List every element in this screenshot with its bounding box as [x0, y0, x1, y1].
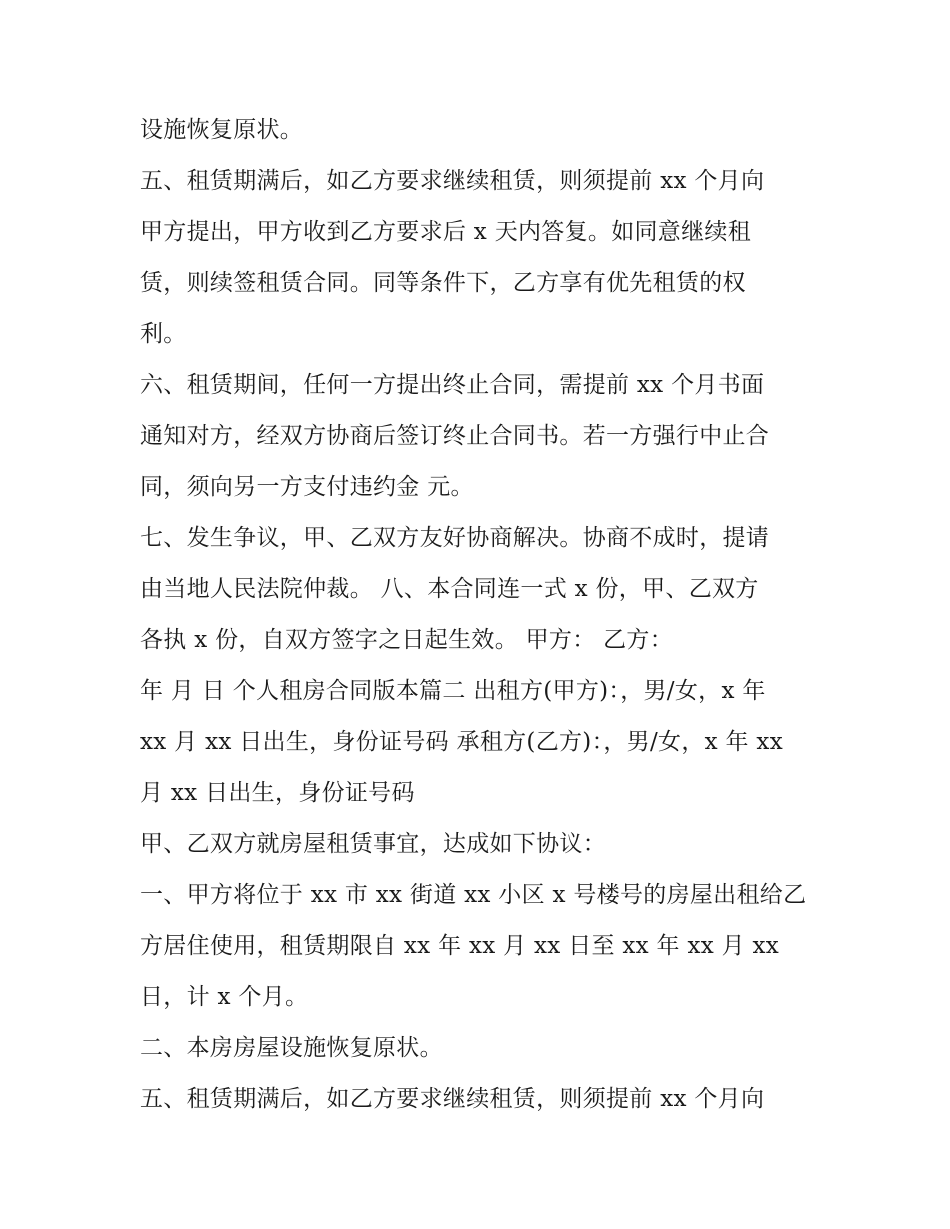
- text-line: 由当地人民法院仲裁。 八、本合同连一式 x 份，甲、乙双方: [140, 576, 759, 602]
- text-line: 一、甲方将位于 xx 市 xx 街道 xx 小区 x 号楼号的房屋出租给乙: [140, 882, 807, 908]
- text-line: 月 xx 日出生，身份证号码: [140, 780, 415, 806]
- text-line: 五、租赁期满后，如乙方要求继续租赁，则须提前 xx 个月向: [140, 1086, 765, 1112]
- text-line: 设施恢复原状。: [140, 117, 304, 143]
- text-line: xx 月 xx 日出生，身份证号码 承租方(乙方)：，男/女，x 年 xx: [140, 729, 783, 755]
- text-line: 方居住使用，租赁期限自 xx 年 xx 月 xx 日至 xx 年 xx 月 xx: [140, 933, 780, 959]
- text-line: 甲方提出，甲方收到乙方要求后 x 天内答复。如同意继续租: [140, 219, 751, 245]
- text-line: 日，计 x 个月。: [140, 984, 309, 1010]
- text-line: 利。: [140, 321, 187, 347]
- text-line: 各执 x 份，自双方签字之日起生效。 甲方： 乙方：: [140, 627, 674, 653]
- text-line: 同，须向另一方支付违约金 元。: [140, 474, 474, 500]
- text-line: 二、本房房屋设施恢复原状。: [140, 1035, 443, 1061]
- text-line: 七、发生争议，甲、乙双方友好协商解决。协商不成时，提请: [140, 525, 770, 551]
- document-body: [140, 105, 820, 1125]
- text-line: 年 月 日 个人租房合同版本篇二 出租方(甲方)：，男/女，x 年: [140, 678, 766, 704]
- text-line: 五、租赁期满后，如乙方要求继续租赁，则须提前 xx 个月向: [140, 168, 765, 194]
- text-line: 赁，则续签租赁合同。同等条件下，乙方享有优先租赁的权: [140, 270, 746, 296]
- text-line: 六、租赁期间，任何一方提出终止合同，需提前 xx 个月书面: [140, 372, 765, 398]
- text-line: 甲、乙双方就房屋租赁事宜，达成如下协议：: [140, 831, 606, 857]
- text-line: 通知对方，经双方协商后签订终止合同书。若一方强行中止合: [140, 423, 770, 449]
